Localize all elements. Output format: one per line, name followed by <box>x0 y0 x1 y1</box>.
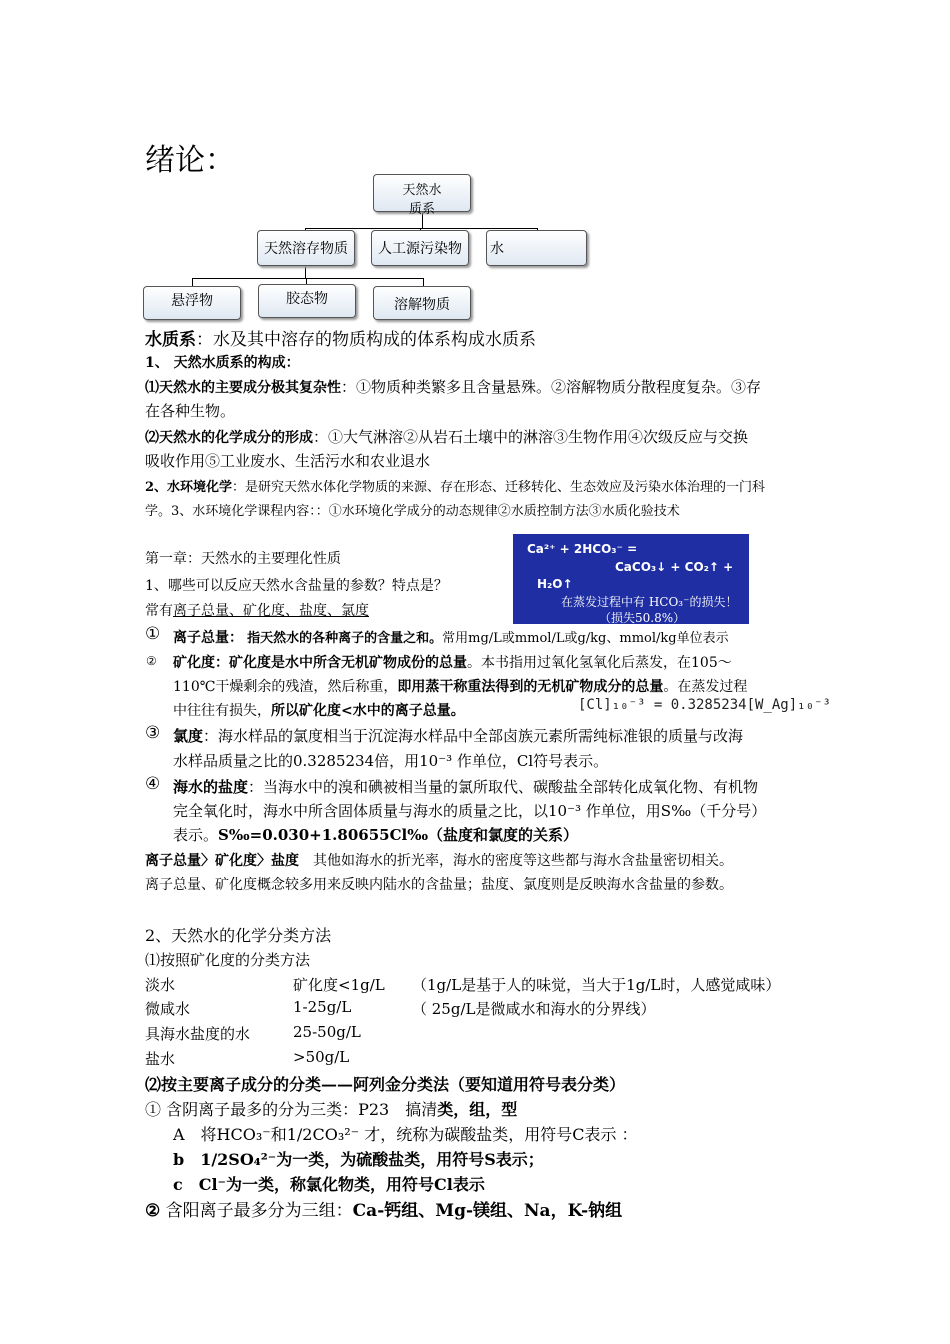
underlined-params: 离子总量、矿化度、盐度、氯度 <box>173 603 369 619</box>
tree-node-suspended <box>143 286 241 320</box>
paragraph-line: 吸收作用⑤工业废水、生活污水和农业退水 <box>145 452 431 470</box>
table-cell: 淡水 <box>145 976 176 994</box>
item-number: ② <box>146 654 157 668</box>
reaction-equation: H₂O↑ <box>537 577 573 591</box>
paragraph-line <box>145 376 761 397</box>
paragraph-line <box>145 426 748 447</box>
subsection-heading: ⑵按主要离子成分的分类——阿列金分类法（要知道用符号表分类） <box>145 1075 626 1094</box>
paragraph-line <box>173 700 465 720</box>
paragraph-line: 完全氧化时，海水中所含固体质量与海水的质量之比，以10⁻³ 作单位，用S‰（千分号） <box>173 802 767 820</box>
bold-text: 指天然水的各种离子的含量之和。 <box>247 631 443 646</box>
item-mineralization <box>173 652 732 672</box>
paragraph-line: 离子总量、矿化度概念较多用来反映内陆水的含盐量；盐度、氯度则是反映海水含盐量的参数。 <box>145 877 733 893</box>
tree-connector <box>192 278 424 279</box>
evaporation-reaction-box <box>513 534 749 624</box>
paragraph-text: 含阴离子最多的分为三类：P23 搞清 <box>166 1100 438 1119</box>
table-cell: （1g/L是基于人的味觉，当大于1g/L时，人感觉咸味） <box>412 976 781 994</box>
paragraph-text: ：是研究天然水体化学物质的来源、存在形态、迁移转化、生态效应及污染水体治理的一门科 <box>232 480 766 495</box>
tree-node-dissolved <box>373 286 471 320</box>
anion-class-c: c Cl⁻为一类，称氯化物类，用符号Cl表示 <box>173 1175 485 1194</box>
paragraph-text: 110℃干燥剩余的残渣，然后称重， <box>173 679 398 695</box>
paragraph-line <box>173 676 747 696</box>
table-cell: 25-50g/L <box>293 1023 361 1041</box>
tree-node-label: 水 <box>490 241 504 257</box>
tree-node-root-line2: 质系 <box>408 202 435 217</box>
reaction-equation: Ca²⁺ + 2HCO₃⁻ = <box>527 542 638 556</box>
tree-connector <box>305 266 306 278</box>
table-cell: 微咸水 <box>145 1000 191 1018</box>
tree-connector <box>423 278 424 286</box>
bold-text: 所以矿化度<水中的离子总量。 <box>271 703 465 719</box>
table-cell: 具海水盐度的水 <box>145 1025 251 1043</box>
tree-node-label: 溶解物质 <box>394 297 450 313</box>
term-label: ⑴天然水的主要成分极其复杂性 <box>145 380 341 396</box>
section-heading: 1、 天然水质系的构成： <box>145 355 300 371</box>
paragraph-line <box>145 850 733 870</box>
paragraph-text: 其他如海水的折光率，海水的密度等这些都与海水含盐量密切相关。 <box>299 853 733 869</box>
term-label: ⑵天然水的化学成分的形成 <box>145 430 313 446</box>
paragraph-text: 中往往有损失， <box>173 703 271 719</box>
bold-text: 类，组，型 <box>437 1100 518 1119</box>
loss-percent-note: （损失50.8%） <box>599 611 686 625</box>
paragraph-text: ：海水样品的氯度相当于沉淀海水样品中全部卤族元素所需纯标准银的质量与改海 <box>203 727 744 745</box>
reaction-equation: CaCO₃↓ + CO₂↑ + <box>615 560 734 574</box>
tree-node-label: 胶态物 <box>286 291 328 307</box>
paragraph-text: 含阳离子最多分为三组： <box>165 1201 353 1221</box>
tree-node-label: 人工源污染物 <box>378 241 462 257</box>
term-label: 海水的盐度 <box>173 778 249 796</box>
definition-text: ：水及其中溶存的物质构成的体系构成水质系 <box>196 330 536 350</box>
paragraph-text: ：①物质种类繁多且含量悬殊。②溶解物质分散程度复杂。③存 <box>341 378 762 396</box>
paragraph-line: 水样品质量之比的0.3285234倍，用10⁻³ 作单位，Cl符号表示。 <box>173 752 609 770</box>
common-params-line <box>145 600 369 620</box>
paragraph-text: 常用mg/L或mmol/L或g/kg、mmol/kg单位表示 <box>442 631 729 646</box>
term-label: 水质系 <box>145 330 196 350</box>
item-number: ① <box>145 1100 162 1119</box>
item-number: ④ <box>145 774 161 794</box>
paragraph-text: 。在蒸发过程 <box>663 679 748 695</box>
item-chlorinity <box>173 725 743 746</box>
item-number: ③ <box>145 723 161 743</box>
tree-node-label: 天然溶存物质 <box>264 241 348 257</box>
tree-node-label: 悬浮物 <box>171 293 213 309</box>
paragraph-text: ：①大气淋溶②从岩石土壤中的淋溶③生物作用④次级反应与交换 <box>313 428 749 446</box>
question-line: 1、哪些可以反应天然水含盐量的参数？特点是？ <box>145 578 448 594</box>
salinity-formula: S‰=0.030+1.80655Cl‰（盐度和氯度的关系） <box>218 826 578 844</box>
bold-text: Ca-钙组、Mg-镁组、Na，K-钠组 <box>352 1201 623 1221</box>
tree-node-artificial-pollutants <box>371 230 469 266</box>
tree-node-dissolved-natural <box>257 230 355 266</box>
section-heading: 2、天然水的化学分类方法 <box>145 926 332 945</box>
term-label: 2、水环境化学 <box>145 480 233 495</box>
tree-connector <box>192 278 193 286</box>
table-cell: 1-25g/L <box>293 998 352 1016</box>
paragraph-text: ：当海水中的溴和碘被相当量的氯所取代、碳酸盐全部转化成氧化物、有机物 <box>248 778 759 796</box>
tree-connector <box>305 228 537 229</box>
subsection-heading: ⑴按照矿化度的分类方法 <box>145 951 311 969</box>
paragraph-text: 常有 <box>145 603 173 619</box>
item-number: ① <box>145 624 161 644</box>
paragraph-text: 。本书指用过氧化氢氧化后蒸发，在105～ <box>467 655 732 671</box>
cation-classification <box>145 1196 622 1221</box>
chlorinity-formula: [Cl]₁₀⁻³ = 0.3285234[W_Ag]₁₀⁻³ <box>578 697 831 713</box>
paragraph-line: 学。3、水环境化学课程内容：：①水环境化学成分的动态规律②水质控制方法③水质化验技术 <box>145 504 680 519</box>
page-title: 绪论： <box>145 143 235 178</box>
tree-node-colloidal <box>258 284 356 318</box>
term-label: 离子总量： <box>173 630 243 646</box>
paragraph-line: 在各种生物。 <box>145 402 236 420</box>
chapter-heading: 第一章：天然水的主要理化性质 <box>145 551 341 567</box>
tree-node-root-line1: 天然水 <box>402 183 442 198</box>
table-cell: 盐水 <box>145 1050 176 1068</box>
term-label: 氯度 <box>173 727 204 745</box>
anion-class-b: b 1/2SO₄²⁻为一类，为硫酸盐类，用符号S表示； <box>173 1150 544 1169</box>
item-salinity <box>173 776 758 797</box>
anion-class-a: A 将HCO₃⁻和1/2CO₃²⁻ 才，统称为碳酸盐类，用符号C表示 ： <box>173 1125 638 1144</box>
bold-text: 离子总量〉矿化度〉盐度 <box>145 853 299 869</box>
bold-text: 即用蒸干称重法得到的无机矿物成分的总量 <box>397 679 664 695</box>
anion-classification <box>145 1097 517 1120</box>
loss-note: 在蒸发过程中有 HCO₃⁻的损失！ <box>561 595 738 609</box>
tree-node-root <box>373 174 471 217</box>
paragraph-text: 表示。 <box>173 826 219 844</box>
item-number: ② <box>145 1201 161 1221</box>
table-cell: 矿化度<1g/L <box>293 976 385 994</box>
table-cell: >50g/L <box>293 1048 350 1066</box>
water-system-definition <box>145 325 536 350</box>
table-cell: （ 25g/L是微咸水和海水的分界线） <box>412 1000 656 1018</box>
tree-node-water <box>486 230 587 266</box>
item-ion-total <box>173 627 729 647</box>
paragraph-line <box>173 824 578 845</box>
paragraph-line <box>145 476 765 495</box>
term-label: 矿化度：矿化度是水中所含无机矿物成份的总量 <box>173 655 467 671</box>
